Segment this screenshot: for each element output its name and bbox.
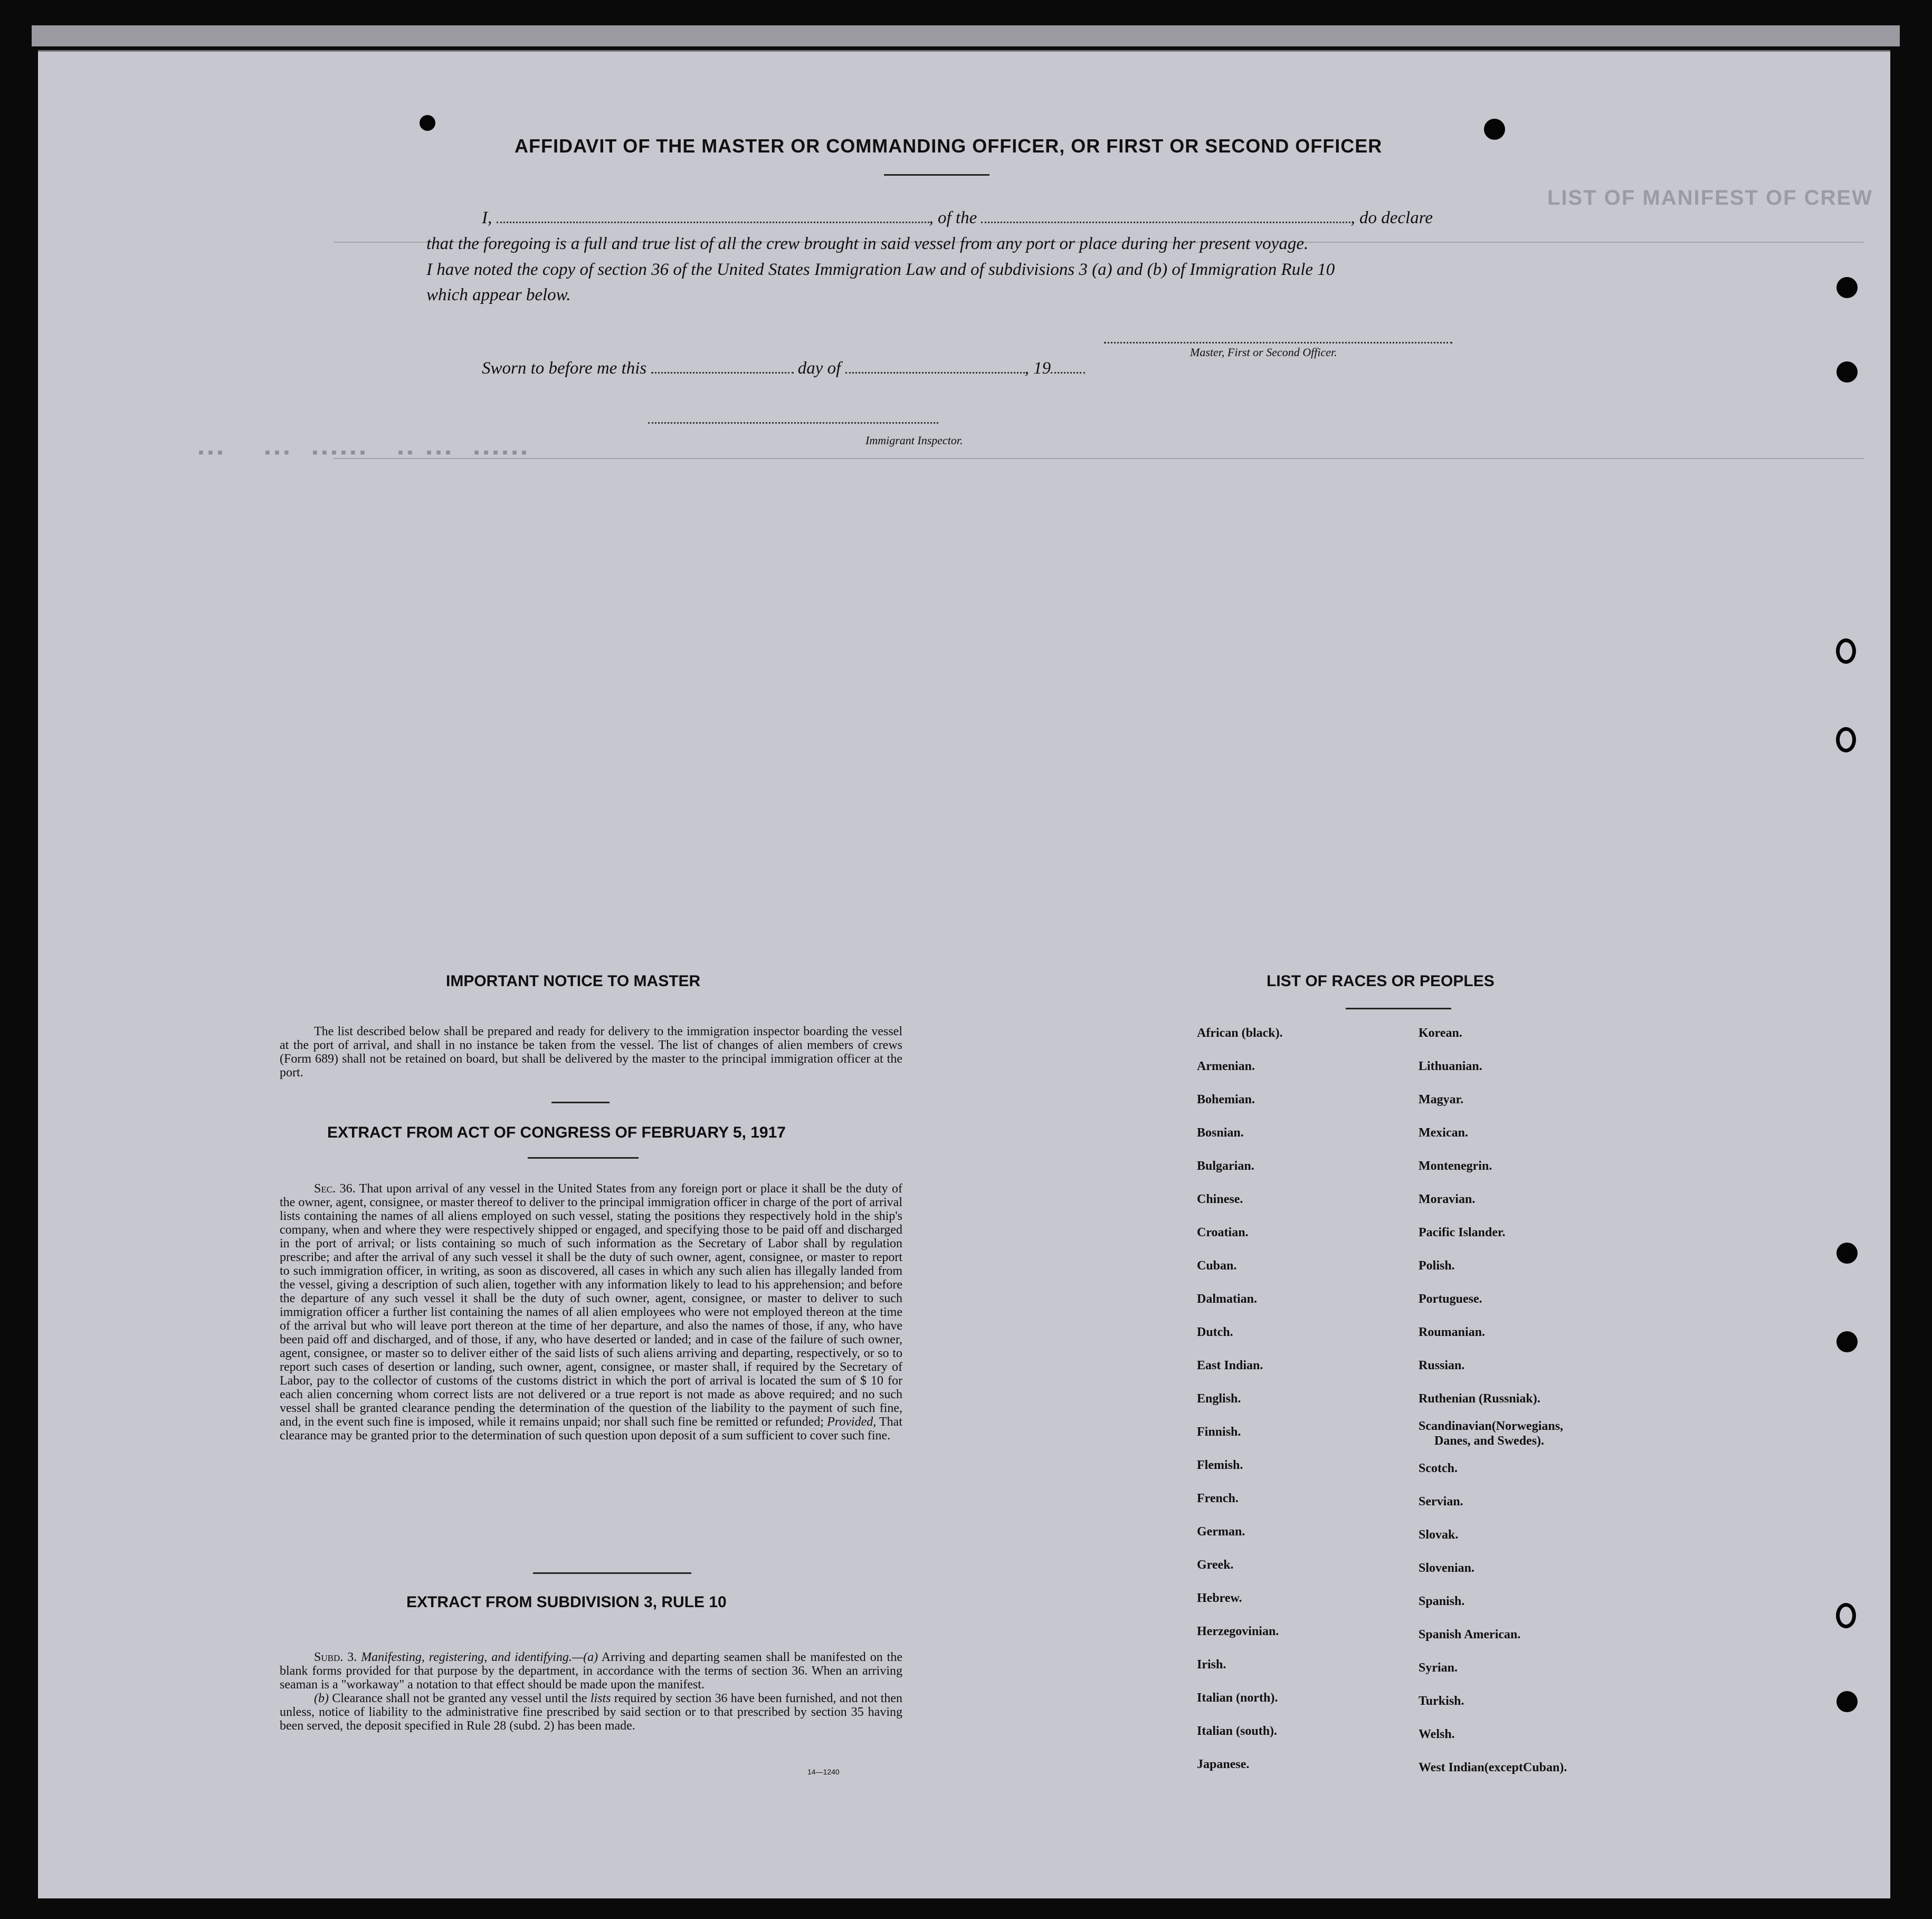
race-item: Slovenian. xyxy=(1419,1561,1475,1575)
punch-hole xyxy=(1484,119,1505,140)
race-item: Syrian. xyxy=(1419,1661,1458,1675)
race-item: Lithuanian. xyxy=(1419,1059,1482,1073)
document-page xyxy=(38,50,1890,1898)
punch-hole xyxy=(1836,1691,1858,1712)
part-b-label: (b) xyxy=(314,1692,329,1705)
notice-title: IMPORTANT NOTICE TO MASTER xyxy=(446,972,701,990)
extract-rule-body xyxy=(280,1650,902,1733)
punch-hole-ring xyxy=(1836,638,1856,664)
race-item: Bosnian. xyxy=(1197,1126,1244,1140)
race-item: Japanese. xyxy=(1197,1758,1250,1771)
sheet-back-edge xyxy=(32,25,1900,46)
affidavit-line-4: which appear below. xyxy=(426,285,571,304)
month-blank xyxy=(845,360,1025,374)
vessel-blank xyxy=(981,210,1350,223)
day-blank xyxy=(651,360,794,374)
signature-label: Master, First or Second Officer. xyxy=(1190,346,1337,359)
punch-hole-ring xyxy=(1836,1603,1856,1628)
affidavit-line-2: that the foregoing is a full and true list of all the crew brought in said vessel from any port or place during her present voyage. xyxy=(426,234,1309,253)
provided-text: That clearance may be granted prior to the determination of such question upon deposit of a sum sufficient to cover such fine. xyxy=(280,1415,902,1443)
punch-hole-ring xyxy=(1836,727,1856,752)
race-item: Italian (south). xyxy=(1197,1724,1278,1738)
race-item: Italian (north). xyxy=(1197,1691,1278,1705)
race-item: Croatian. xyxy=(1197,1226,1249,1239)
race-item: Roumanian. xyxy=(1419,1325,1486,1339)
race-item: Welsh. xyxy=(1419,1727,1455,1741)
inspector-label: Immigrant Inspector. xyxy=(865,434,963,447)
race-item: Cuban. xyxy=(1197,1259,1237,1273)
race-item: Portuguese. xyxy=(1419,1292,1482,1306)
race-item: Slovak. xyxy=(1419,1528,1459,1542)
races-title: LIST OF RACES OR PEOPLES xyxy=(1267,972,1495,990)
year-blank xyxy=(1051,360,1085,374)
punch-hole xyxy=(1836,277,1858,298)
race-item: Russian. xyxy=(1419,1359,1465,1372)
extract-rule xyxy=(528,1157,639,1159)
race-item: Spanish. xyxy=(1419,1595,1465,1608)
race-item: French. xyxy=(1197,1492,1239,1505)
sworn-year: , 19 xyxy=(1024,359,1051,378)
sworn-prefix: Sworn to before me this xyxy=(482,359,647,378)
race-item: English. xyxy=(1197,1392,1241,1406)
race-item: Finnish. xyxy=(1197,1425,1241,1439)
race-item: Moravian. xyxy=(1419,1192,1476,1206)
sworn-day-of: day of xyxy=(797,359,841,378)
title-rule xyxy=(884,174,989,176)
race-item: Montenegrin. xyxy=(1419,1159,1492,1173)
race-item: Bulgarian. xyxy=(1197,1159,1254,1173)
race-item: Polish. xyxy=(1419,1259,1455,1273)
notice-rule xyxy=(551,1102,610,1103)
subd-heading: Manifesting, registering, and identifying.—(a) xyxy=(361,1650,598,1664)
extract-act-body xyxy=(280,1182,902,1443)
race-item: Magyar. xyxy=(1419,1093,1464,1106)
section-rule xyxy=(533,1572,691,1574)
part-b-lists: lists xyxy=(590,1692,611,1705)
affidavit-declare: , do declare xyxy=(1350,208,1433,227)
race-item: Hebrew. xyxy=(1197,1591,1242,1605)
section-label: Sec. 36. xyxy=(314,1182,356,1196)
affidavit-line-1 xyxy=(426,208,1433,228)
race-item: Spanish American. xyxy=(1419,1628,1521,1641)
ink-blot xyxy=(420,115,435,131)
signature-line xyxy=(1104,342,1452,343)
bleed-through-title: LIST OF MANIFEST OF CREW xyxy=(1547,186,1873,209)
race-item: East Indian. xyxy=(1197,1359,1263,1372)
part-b-pre: Clearance shall not be granted any vessel until the xyxy=(332,1692,587,1705)
race-item: Armenian. xyxy=(1197,1059,1255,1073)
name-blank xyxy=(497,210,929,223)
affidavit-i: I, xyxy=(482,208,492,227)
race-item: Dalmatian. xyxy=(1197,1292,1257,1306)
race-item: Dutch. xyxy=(1197,1325,1233,1339)
affidavit-line-3: I have noted the copy of section 36 of the United States Immigration Law and of subdivisions 3 (a) and (b) of Immigration Rule 10 xyxy=(426,260,1335,279)
race-item: Herzegovinian. xyxy=(1197,1625,1279,1638)
race-item: Ruthenian (Russniak). xyxy=(1419,1392,1540,1406)
part-b-post: required by section 36 have been furnished, and not then unless, notice of liability to the administrative fine prescribed by said section or to that prescribed by section 35 having been served, the deposit specified in Rule 28 (subd. 2) has been made. xyxy=(280,1692,902,1733)
notice-body: The list described below shall be prepared and ready for delivery to the immigration inspector boarding the vessel at the port of arrival, and shall in no instance be taken from the vessel. The list of changes of alien members of crews (Form 689) shall not be retained on board, but shall be delivered by the master to the principal immigration officer at the port. xyxy=(280,1025,902,1080)
race-item: Korean. xyxy=(1419,1026,1462,1040)
race-item: Mexican. xyxy=(1419,1126,1468,1140)
race-item: Servian. xyxy=(1419,1495,1463,1509)
race-item: Turkish. xyxy=(1419,1694,1464,1708)
extract-rule-title: EXTRACT FROM SUBDIVISION 3, RULE 10 xyxy=(406,1593,727,1611)
race-item: Flemish. xyxy=(1197,1458,1243,1472)
affidavit-of-the: , of the xyxy=(929,208,977,227)
affidavit-title: AFFIDAVIT OF THE MASTER OR COMMANDING OFFICER, OR FIRST OR SECOND OFFICER xyxy=(515,135,1383,157)
race-item: Danes, and Swedes). xyxy=(1434,1434,1545,1448)
subd-label: Subd. 3. xyxy=(314,1650,357,1664)
races-rule xyxy=(1346,1008,1451,1009)
race-item: Pacific Islander. xyxy=(1419,1226,1506,1239)
race-item: Greek. xyxy=(1197,1558,1234,1572)
race-item: Scandinavian(Norwegians, xyxy=(1419,1419,1564,1433)
sworn-line xyxy=(482,359,1085,378)
race-item: Irish. xyxy=(1197,1658,1226,1672)
part-a-text: Arriving and departing seamen shall be manifested on the blank forms provided for that purpose by the department, in accordance with the terms of section 36. When an arriving seaman is a "workaway" a notation to that effect should be made upon the manifest. xyxy=(280,1650,903,1692)
race-item: German. xyxy=(1197,1525,1245,1539)
race-item: African (black). xyxy=(1197,1026,1283,1040)
race-item: Scotch. xyxy=(1419,1462,1458,1475)
bleed-through-entries: ▪▪▪ ▪▪▪ ▪▪▪▪▪▪ ▪▪ ▪▪▪ ▪▪▪▪▪▪ xyxy=(196,445,529,463)
provided-label: Provided, xyxy=(827,1415,877,1429)
section-text: That upon arrival of any vessel in the United States from any foreign port or place it shall be the duty of the owner, agent, consignee, or master thereof to deliver to the principal immigration officer in charge of the port of arrival lists containing the names of all aliens employed on such vessel, stating the positions they respectively hold in the ship's company, when and where they were respectively shipped or engaged, and specifying those to be paid off and discharged in the port of arrival; or lists containing so much of such information as the Secretary of Labor shall by regulation prescribe; and after the arrival of any such vessel it shall be the duty of such owner, agent, consignee, or master to report to such immigration officer, in writing, as soon as discovered, all cases in which any such alien has illegally landed from the vessel, giving a description of such alien, together with any information likely to lead to his apprehension; and before the departure of any such vessel it shall be the duty of such owner, agent, consignee, or master to deliver to such immigration officer a further list containing the names of all alien employees who were not employed thereon at the time of the arrival but who will leave port thereon at the time of her departure, and also the names of those, if any, who have been paid off and discharged, and of those, if any, who have deserted or landed; and in case of the failure of such owner, agent, consignee, or master so to deliver either of the said lists of such aliens arriving and departing, respectively, or so to report such cases of desertion or landing, such owner, agent, consignee, or master shall, if required by the Secretary of Labor, pay to the collector of customs of the customs district in which the port of arrival is located the sum of $ 10 for each alien concerning whom correct lists are not delivered or a true report is not made as above required; and no such vessel shall be granted clearance pending the determination of the question of the liability to the payment of such fine, and, in the event such fine is imposed, while it remains unpaid; nor shall such fine be remitted or refunded; xyxy=(280,1182,902,1429)
race-item: Chinese. xyxy=(1197,1192,1243,1206)
inspector-signature-line xyxy=(648,422,938,424)
punch-hole xyxy=(1836,361,1858,383)
form-number: 14—1240 xyxy=(807,1768,840,1776)
punch-hole xyxy=(1836,1243,1858,1264)
punch-hole xyxy=(1836,1331,1858,1352)
extract-act-title: EXTRACT FROM ACT OF CONGRESS OF FEBRUARY 5, 1917 xyxy=(327,1124,786,1141)
bleed-through-rule xyxy=(334,458,1864,459)
race-item: Bohemian. xyxy=(1197,1093,1255,1106)
race-item: West Indian(exceptCuban). xyxy=(1419,1761,1567,1774)
